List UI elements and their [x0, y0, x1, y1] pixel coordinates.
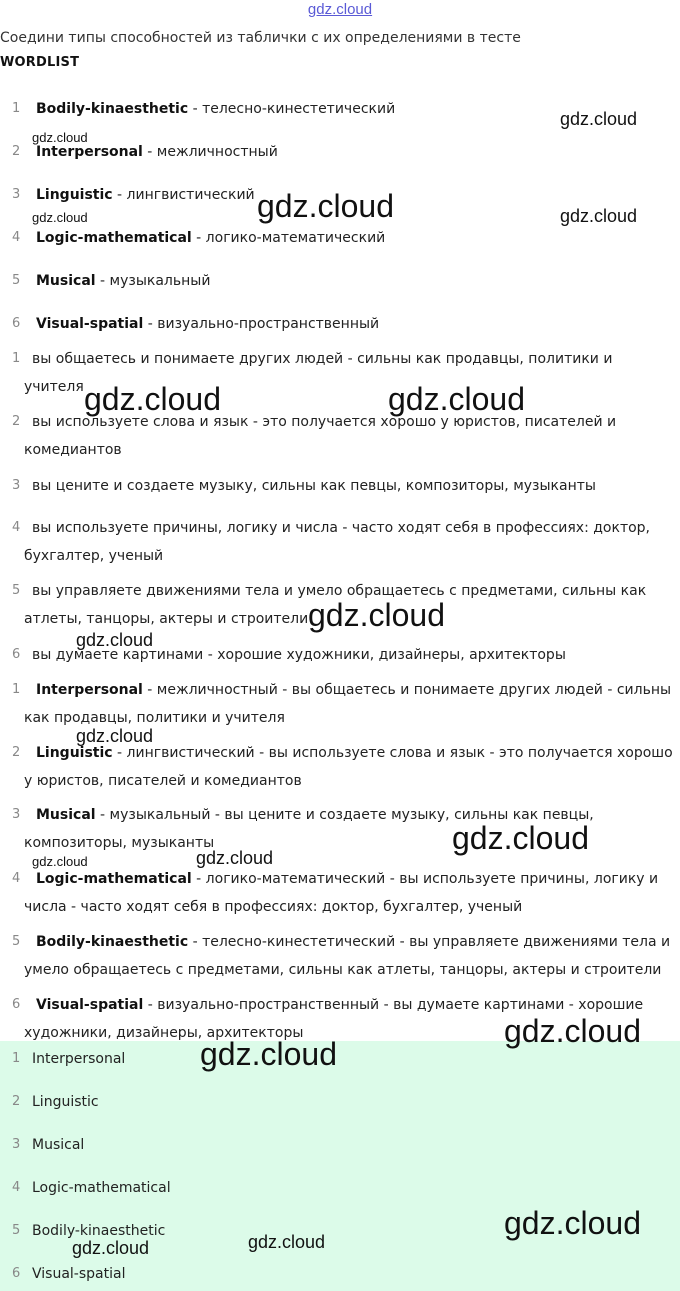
- item-number: 3: [12, 187, 21, 202]
- watermark: gdz.cloud: [452, 820, 589, 856]
- match-text: - музыкальный - вы цените и создаете музыку, сильны как певцы, композиторы, музыканты: [24, 807, 594, 851]
- match-text: - визуально-пространственный - вы думаете картинами - хорошие художники, дизайнеры, архитекторы: [24, 997, 644, 1041]
- watermark: gdz.cloud: [32, 854, 88, 869]
- watermark: gdz.cloud: [32, 210, 88, 225]
- wordlist-heading: WORDLIST: [0, 55, 80, 70]
- match-text: - телесно-кинестетический - вы управляете движениями тела и умело обращаетесь с предметами, сильны как атлеты, танцоры, актеры и строители: [24, 934, 671, 978]
- answer-label: Linguistic: [32, 1094, 99, 1110]
- term: Visual-spatial: [36, 316, 144, 332]
- watermark: gdz.cloud: [32, 130, 88, 145]
- term: Bodily-kinaesthetic: [36, 934, 189, 950]
- item-number: 1: [12, 1051, 21, 1066]
- match-text: - межличностный - вы общаетесь и понимаете других людей - сильны как продавцы, политики и учителя: [24, 682, 672, 726]
- term: Musical: [36, 807, 96, 823]
- watermark: gdz.cloud: [200, 1036, 337, 1072]
- watermark: gdz.cloud: [248, 1232, 326, 1252]
- watermark: gdz.cloud: [76, 726, 154, 746]
- term-translation: - логико-математический: [191, 230, 386, 246]
- item-number: 5: [12, 1223, 21, 1238]
- item-number: 4: [12, 230, 21, 245]
- watermark: gdz.cloud: [257, 188, 394, 224]
- item-number: 2: [12, 1094, 21, 1109]
- item-number: 3: [12, 807, 21, 822]
- item-number: 6: [12, 647, 21, 662]
- answer-label: Visual-spatial: [32, 1266, 126, 1282]
- term-translation: - лингвистический: [112, 187, 255, 203]
- match-text: - логико-математический - вы используете причины, логику и числа - часто ходят себя в профессиях: доктор, бухгалтер, ученый: [24, 871, 659, 915]
- term: Bodily-kinaesthetic: [36, 101, 189, 117]
- watermark: gdz.cloud: [84, 381, 221, 417]
- answer-label: Interpersonal: [32, 1051, 126, 1067]
- term: Linguistic: [36, 187, 113, 203]
- match-text: - лингвистический - вы используете слова и язык - это получается хорошо у юристов, писателей и комедиантов: [24, 745, 673, 789]
- item-number: 1: [12, 682, 21, 697]
- item-number: 4: [12, 520, 21, 535]
- term-translation: - межличностный: [142, 144, 278, 160]
- definition-text: вы используете слова и язык - это получается хорошо у юристов, писателей и комедиантов: [24, 414, 617, 458]
- term-translation: - музыкальный: [95, 273, 211, 289]
- watermark: gdz.cloud: [76, 630, 154, 650]
- watermark: gdz.cloud: [504, 1205, 641, 1241]
- term: Logic-mathematical: [36, 871, 192, 887]
- term: Visual-spatial: [36, 997, 144, 1013]
- item-number: 1: [12, 101, 21, 116]
- item-number: 2: [12, 745, 21, 760]
- item-number: 2: [12, 414, 21, 429]
- item-number: 2: [12, 144, 21, 159]
- top-watermark-link[interactable]: gdz.cloud: [307, 1, 373, 18]
- item-number: 1: [12, 351, 21, 366]
- item-number: 6: [12, 997, 21, 1012]
- item-number: 3: [12, 1137, 21, 1152]
- item-number: 3: [12, 478, 21, 493]
- task-instruction: Соедини типы способностей из таблички с их определениями в тесте: [0, 30, 521, 46]
- watermark: gdz.cloud: [388, 381, 525, 417]
- watermark: gdz.cloud: [308, 597, 445, 633]
- term-translation: - визуально-пространственный: [143, 316, 380, 332]
- definition-text: вы цените и создаете музыку, сильны как певцы, композиторы, музыканты: [32, 478, 596, 494]
- term-translation: - телесно-кинестетический: [188, 101, 396, 117]
- answer-label: Musical: [32, 1137, 85, 1153]
- item-number: 4: [12, 1180, 21, 1195]
- item-number: 5: [12, 583, 21, 598]
- definition-text: вы общаетесь и понимаете других людей - сильны как продавцы, политики и учителя: [24, 351, 613, 395]
- watermark: gdz.cloud: [72, 1238, 150, 1258]
- answer-label: Logic-mathematical: [32, 1180, 171, 1196]
- item-number: 5: [12, 934, 21, 949]
- watermark: gdz.cloud: [560, 206, 638, 226]
- item-number: 6: [12, 316, 21, 331]
- watermark: gdz.cloud: [196, 848, 274, 868]
- definition-text: вы управляете движениями тела и умело обращаетесь с предметами, сильны как атлеты, танцоры, актеры и строители: [24, 583, 647, 627]
- item-number: 6: [12, 1266, 21, 1281]
- watermark: gdz.cloud: [504, 1013, 641, 1049]
- item-number: 5: [12, 273, 21, 288]
- term: Musical: [36, 273, 96, 289]
- definition-text: вы используете причины, логику и числа - часто ходят себя в профессиях: доктор, бухгалтер, ученый: [24, 520, 651, 564]
- watermark: gdz.cloud: [560, 109, 638, 129]
- definition-text: вы думаете картинами - хорошие художники, дизайнеры, архитекторы: [32, 647, 566, 663]
- term: Linguistic: [36, 745, 113, 761]
- term: Interpersonal: [36, 144, 143, 160]
- term: Interpersonal: [36, 682, 143, 698]
- term: Logic-mathematical: [36, 230, 192, 246]
- answer-label: Bodily-kinaesthetic: [32, 1223, 166, 1239]
- item-number: 4: [12, 871, 21, 886]
